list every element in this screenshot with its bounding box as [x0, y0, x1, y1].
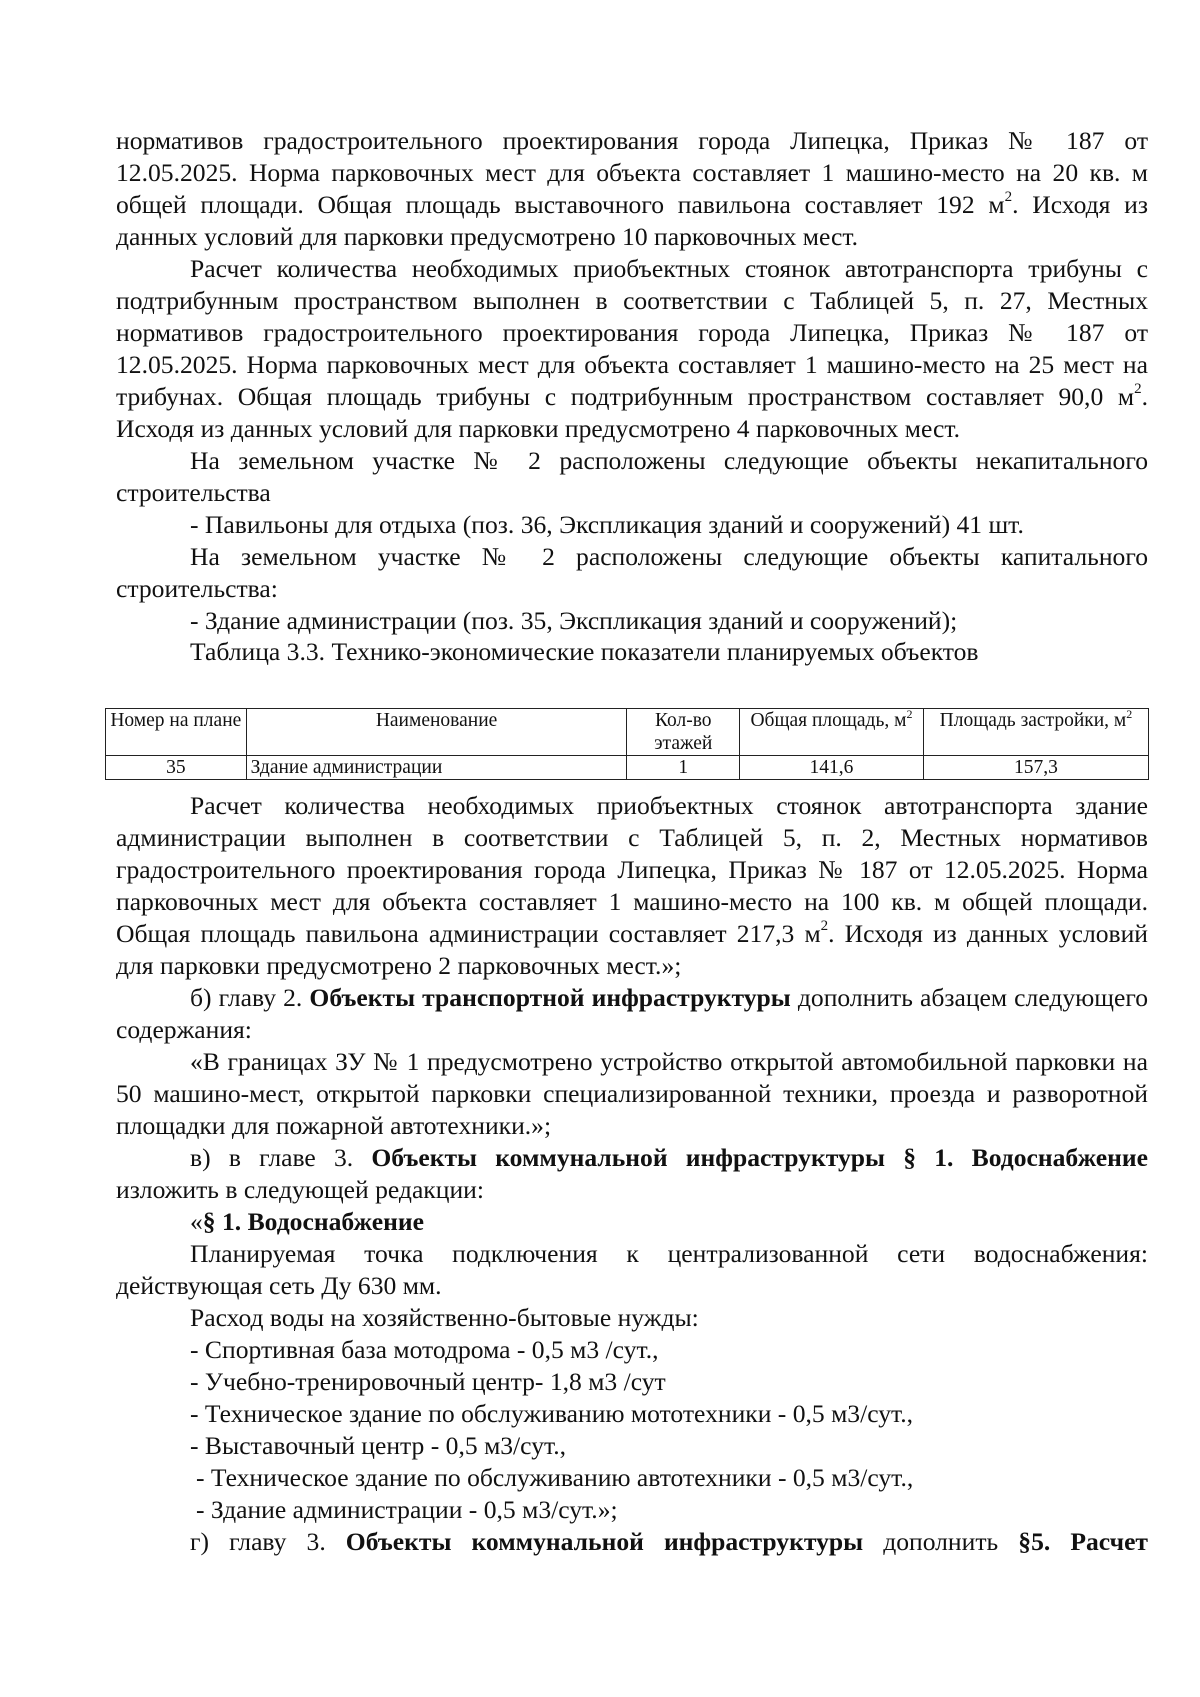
- paragraph-noncapital-objects: На земельном участке № 2 расположены следующие объекты некапитального строительства: [116, 446, 1148, 507]
- list-item: - Техническое здание по обслуживанию мототехники - 0,5 м3/сут.,: [190, 1399, 914, 1428]
- text-block-top: [116, 125, 1148, 667]
- text-block-bottom: [116, 790, 1148, 1558]
- paragraph-chapter3-amendment: в) в главе 3. Объекты коммунальной инфраструктуры § 1. Водоснабжение изложить в следующей редакции:: [116, 1143, 1148, 1204]
- header-total-area: Общая площадь, $м^2$: [740, 709, 924, 756]
- header-floors: Кол-во этажей: [627, 709, 740, 756]
- paragraph-admin-parking: Расчет количества необходимых приобъектных стоянок автотранспорта здание администрации выполнен в соответствии с Таблицей 5, п. 2, Местных нормативов градостроительного проектирования города Липецка, Приказ № 187 от 12.05.2025. Норма парковочных мест для объекта составляет 1 машино-место на 100 кв. м общей площади. Общая площадь павильона администрации составляет 217,3 $м^2$. Исходя из данных условий для парковки предусмотрено 2 парковочных мест.»;: [116, 791, 1149, 980]
- paragraph-exhibition-parking: нормативов градостроительного проектирования города Липецка, Приказ № 187 от 12.05.2025. Норма парковочных мест для объекта составляет 1 машино-место на 20 кв. м общей площади. Общая площадь выставочного павильона составляет 192 $м^2$. Исходя из данных условий для парковки предусмотрено 10 парковочных мест.: [116, 126, 1148, 251]
- list-item: - Техническое здание по обслуживанию автотехники - 0,5 м3/сут.,: [196, 1463, 914, 1492]
- paragraph-parking-zu1: «В границах ЗУ № 1 предусмотрено устройство открытой автомобильной парковки на 50 машино-мест, открытой парковки специализированной техники, проезда и разворотной площадки для пожарной автотехники.»;: [116, 1047, 1148, 1140]
- list-item: - Спортивная база мотодрома - 0,5 м3 /сут.,: [190, 1335, 659, 1364]
- list-item: - Учебно-тренировочный центр- 1,8 м3 /сут: [190, 1367, 666, 1396]
- paragraph-capital-objects: На земельном участке № 2 расположены следующие объекты капитального строительства:: [116, 542, 1148, 603]
- cell-floors: 1: [627, 756, 740, 780]
- paragraph-water-consumption: Расход воды на хозяйственно-бытовые нужды:: [190, 1303, 699, 1332]
- header-name: Наименование: [246, 709, 627, 756]
- list-item-pavilions: - Павильоны для отдыха (поз. 36, Экспликация зданий и сооружений) 41 шт.: [190, 510, 1024, 539]
- tep-table: [105, 708, 1149, 780]
- table-caption: Таблица 3.3. Технико-экономические показатели планируемых объектов: [190, 637, 979, 666]
- section-heading-water-supply: «§ 1. Водоснабжение: [190, 1207, 424, 1236]
- cell-total-area: 141,6: [740, 756, 924, 780]
- paragraph-chapter2-amendment: б) главу 2. Объекты транспортной инфраструктуры дополнить абзацем следующего содержания:: [116, 983, 1148, 1044]
- list-item-administration: - Здание администрации (поз. 35, Экспликация зданий и сооружений);: [190, 606, 958, 635]
- paragraph-tribune-parking: Расчет количества необходимых приобъектных стоянок автотранспорта трибуны с подтрибунным пространством выполнен в соответствии с Таблицей 5, п. 27, Местных нормативов градостроительного проектирования города Липецка, Приказ № 187 от 12.05.2025. Норма парковочных мест для объекта составляет 1 машино-место на 25 мест на трибунах. Общая площадь трибуны с подтрибунным пространством составляет 90,0 $м^2$. Исходя из данных условий для парковки предусмотрено 4 парковочных мест.: [116, 254, 1148, 443]
- list-item: - Выставочный центр - 0,5 м3/сут.,: [190, 1431, 567, 1460]
- cell-built-area: 157,3: [923, 756, 1148, 780]
- paragraph-connection-point: Планируемая точка подключения к централизованной сети водоснабжения: действующая сеть Ду 630 мм.: [116, 1239, 1148, 1300]
- header-plan-number: Номер на плане: [106, 709, 247, 756]
- header-built-area: Площадь застройки, $м^2$: [923, 709, 1148, 756]
- cell-name: Здание администрации: [246, 756, 627, 780]
- paragraph-chapter3-addition: г) главу 3. Объекты коммунальной инфраструктуры дополнить §5. Расчет: [190, 1527, 1148, 1556]
- cell-plan-number: 35: [106, 756, 247, 780]
- list-item: - Здание администрации - 0,5 м3/сут.»;: [196, 1495, 618, 1524]
- table-row: [106, 756, 1149, 780]
- table-header-row: [106, 709, 1149, 756]
